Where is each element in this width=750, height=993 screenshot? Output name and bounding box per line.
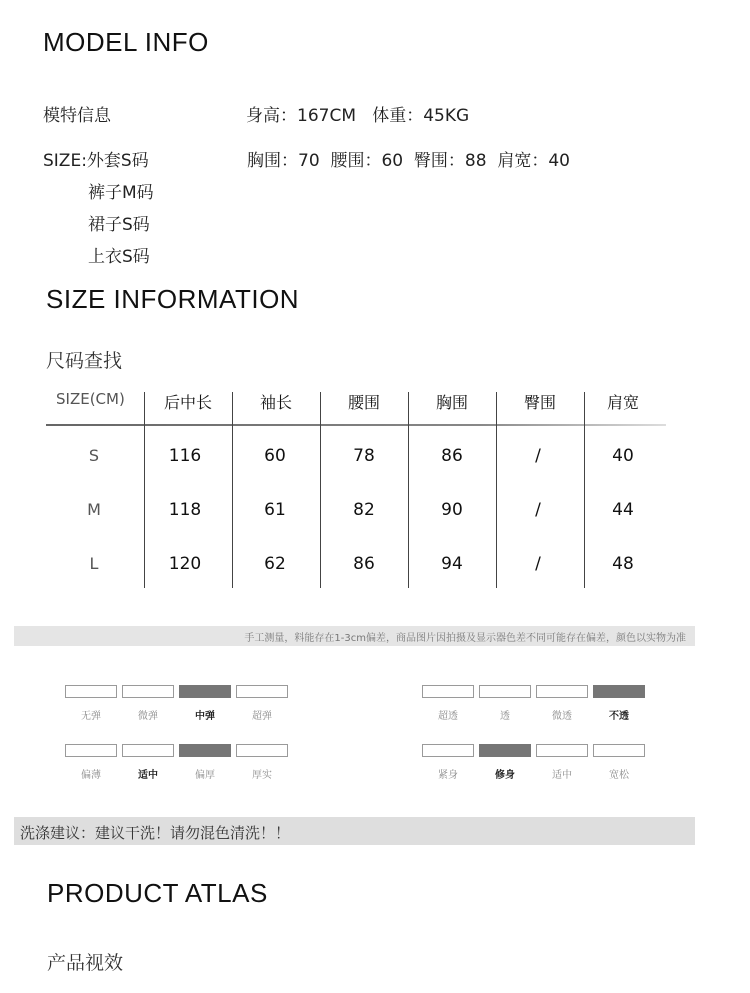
table-cell: 90 [441,500,463,520]
indicator-box [65,744,117,757]
model-measurements: 胸围：70 腰围：60 臀围：88 肩宽：40 [247,151,570,171]
indicator-label: 偏薄 [81,770,101,781]
indicator-box [422,685,474,698]
model-size-pants: 裤子M码 [88,183,154,203]
table-cell: / [535,446,541,466]
model-size-top: 上衣S码 [88,247,150,267]
indicator-label: 宽松 [609,770,629,781]
indicator-box [593,744,645,757]
indicator-label: 适中 [552,770,572,781]
indicator-box [536,685,588,698]
table-cell: 62 [264,554,286,574]
model-info-label: 模特信息 [43,106,111,126]
indicator-label: 超透 [438,711,458,722]
indicator-label: 偏厚 [195,770,215,781]
indicator-label: 无弹 [81,711,101,722]
size-info-subheading: 尺码查找 [46,350,123,372]
size-info-heading: SIZE INFORMATION [46,284,300,314]
indicator-box [422,744,474,757]
table-cell: 118 [168,500,202,520]
indicator-box [479,685,531,698]
indicator-box [179,744,231,757]
product-atlas-subheading: 产品视效 [47,952,124,974]
table-cell: 40 [612,446,634,466]
indicator-label: 中弹 [195,711,215,722]
indicator-label: 厚实 [252,770,272,781]
indicator-box [536,744,588,757]
col-header-shoulder: 肩宽 [606,393,639,412]
table-cell: L [89,554,99,573]
model-size-skirt: 裙子S码 [88,215,150,235]
indicator-box [236,685,288,698]
indicator-box [479,744,531,757]
col-header-size: SIZE(CM) [56,390,125,408]
table-cell: 86 [353,554,375,574]
table-cell: 120 [168,554,202,574]
measurement-note-bar [14,626,695,646]
table-cell: 44 [612,500,634,520]
product-atlas-heading: PRODUCT ATLAS [47,878,268,908]
col-header-bust: 胸围 [435,393,468,412]
table-cell: 60 [264,446,286,466]
indicator-label: 修身 [495,770,515,781]
indicator-box [65,685,117,698]
col-header-hip: 臀围 [523,393,556,412]
table-cell: 116 [168,446,202,466]
col-header-back-length: 后中长 [163,393,212,412]
indicator-label: 微弹 [138,711,158,722]
table-cell: / [535,500,541,520]
wash-advice-bar [14,817,695,845]
table-cell: 82 [353,500,375,520]
indicator-box [179,685,231,698]
measurement-note: 手工测量，料能存在1-3cm偏差，商品图片因拍摄及显示器色差不同可能存在偏差，颜色以实物为准 [244,633,686,644]
indicator-label: 透 [500,711,510,722]
table-cell: 86 [441,446,463,466]
model-info-heading: MODEL INFO [43,27,209,57]
col-header-sleeve: 袖长 [259,393,292,412]
indicator-box [122,685,174,698]
indicator-label: 微透 [552,711,572,722]
indicator-box [122,744,174,757]
table-cell: 48 [612,554,634,574]
model-stats: 身高：167CM 体重：45KG [246,106,470,126]
indicator-label: 不透 [609,711,629,722]
indicator-box [593,685,645,698]
table-divider [46,424,666,426]
indicator-box [236,744,288,757]
table-cell: 78 [353,446,375,466]
indicator-label: 适中 [138,770,158,781]
wash-advice: 洗涤建议：建议干洗！请勿混色清洗！！ [20,824,291,842]
table-cell: S [88,446,100,465]
indicator-label: 紧身 [438,770,458,781]
model-size-label: SIZE:外套S码 [43,151,149,171]
table-cell: / [535,554,541,574]
col-header-waist: 腰围 [347,393,380,412]
table-cell: 61 [264,500,286,520]
table-cell: 94 [441,554,463,574]
table-cell: M [87,500,101,519]
indicator-label: 超弹 [252,711,272,722]
